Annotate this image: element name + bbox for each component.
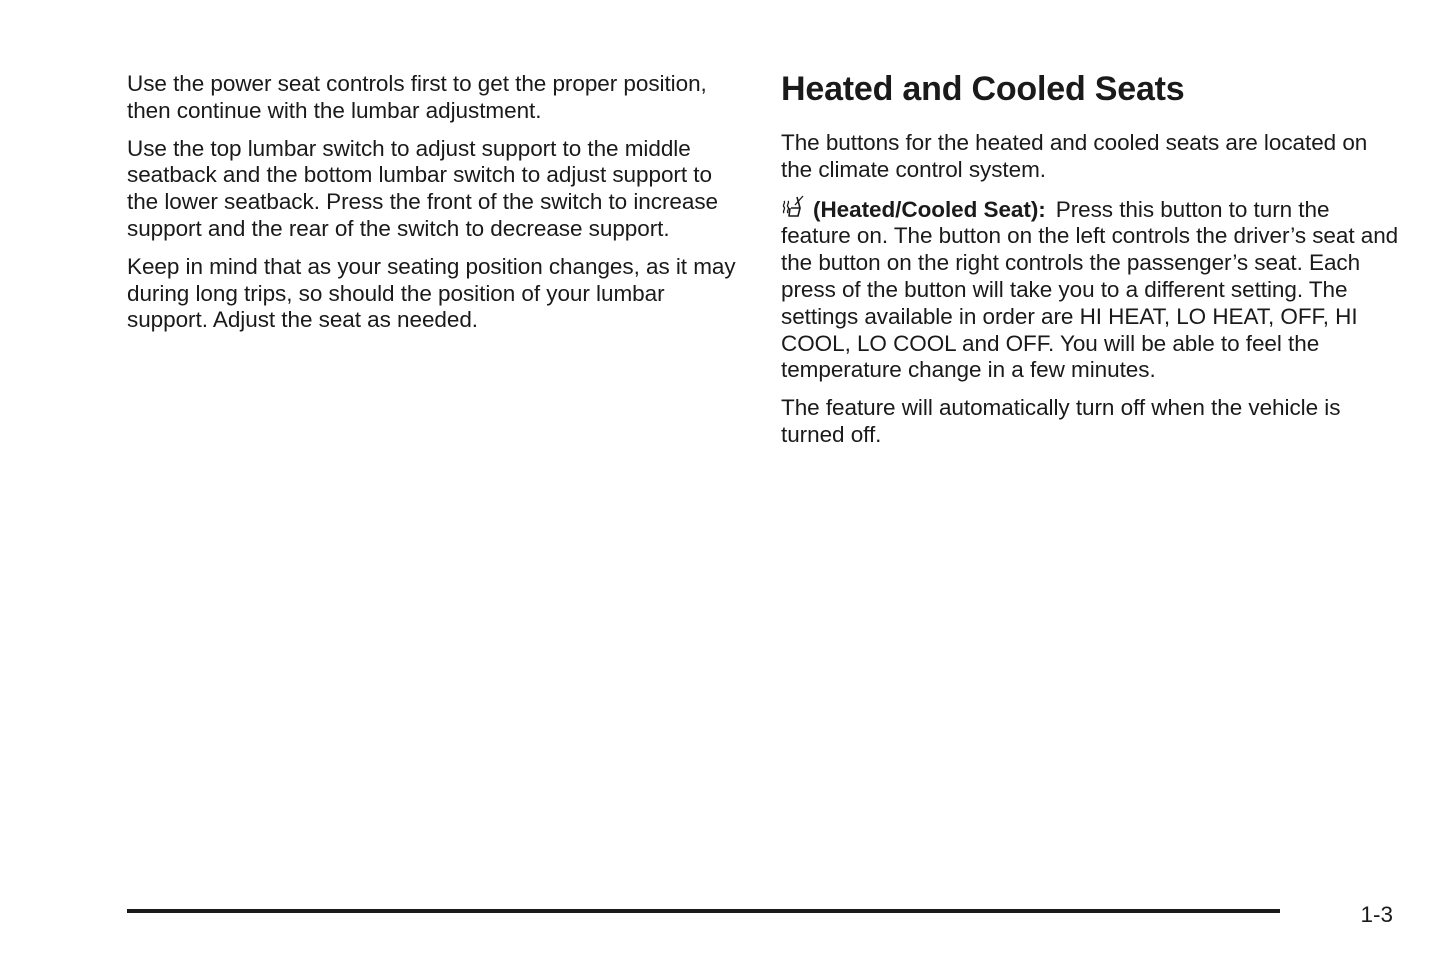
paragraph-intro: The buttons for the heated and cooled seats are located on the climate control system. [781, 130, 1368, 182]
feature-text: Press this button to turn the feature on. The button on the left controls the driver’s seat and the button on the right controls the passenger’s seat. Each press of the button will take you to a different setting. The settings available in order are HI HEAT, LO HEAT, OFF, HI COOL, LO COOL and OFF. You will be able to feel the temperature change in a few minutes. [781, 196, 1399, 383]
heated-cooled-seat-icon [781, 195, 805, 219]
footer-rule [127, 909, 1280, 913]
right-column [781, 66, 1401, 460]
left-column [127, 71, 737, 345]
paragraph-seating-position: Keep in mind that as your seating position changes, as it may during long trips, so should the position of your lumbar support. Adjust the seat as needed. [127, 253, 736, 333]
paragraph-closing: The feature will automatically turn off when the vehicle is turned off. [781, 395, 1341, 447]
paragraph-feature [781, 195, 1401, 385]
paragraph-power-seat: Use the power seat controls first to get the proper position, then continue with the lumbar adjustment. [127, 71, 707, 123]
section-heading: Heated and Cooled Seats [781, 70, 1185, 108]
page-number: 1-3 [1360, 902, 1393, 927]
feature-term: (Heated/Cooled Seat): [813, 196, 1046, 222]
paragraph-lumbar-switch: Use the top lumbar switch to adjust support to the middle seatback and the bottom lumbar switch to adjust support to the lower seatback. Press the front of the switch to increase support and the rear of the switch to decrease support. [127, 135, 718, 241]
